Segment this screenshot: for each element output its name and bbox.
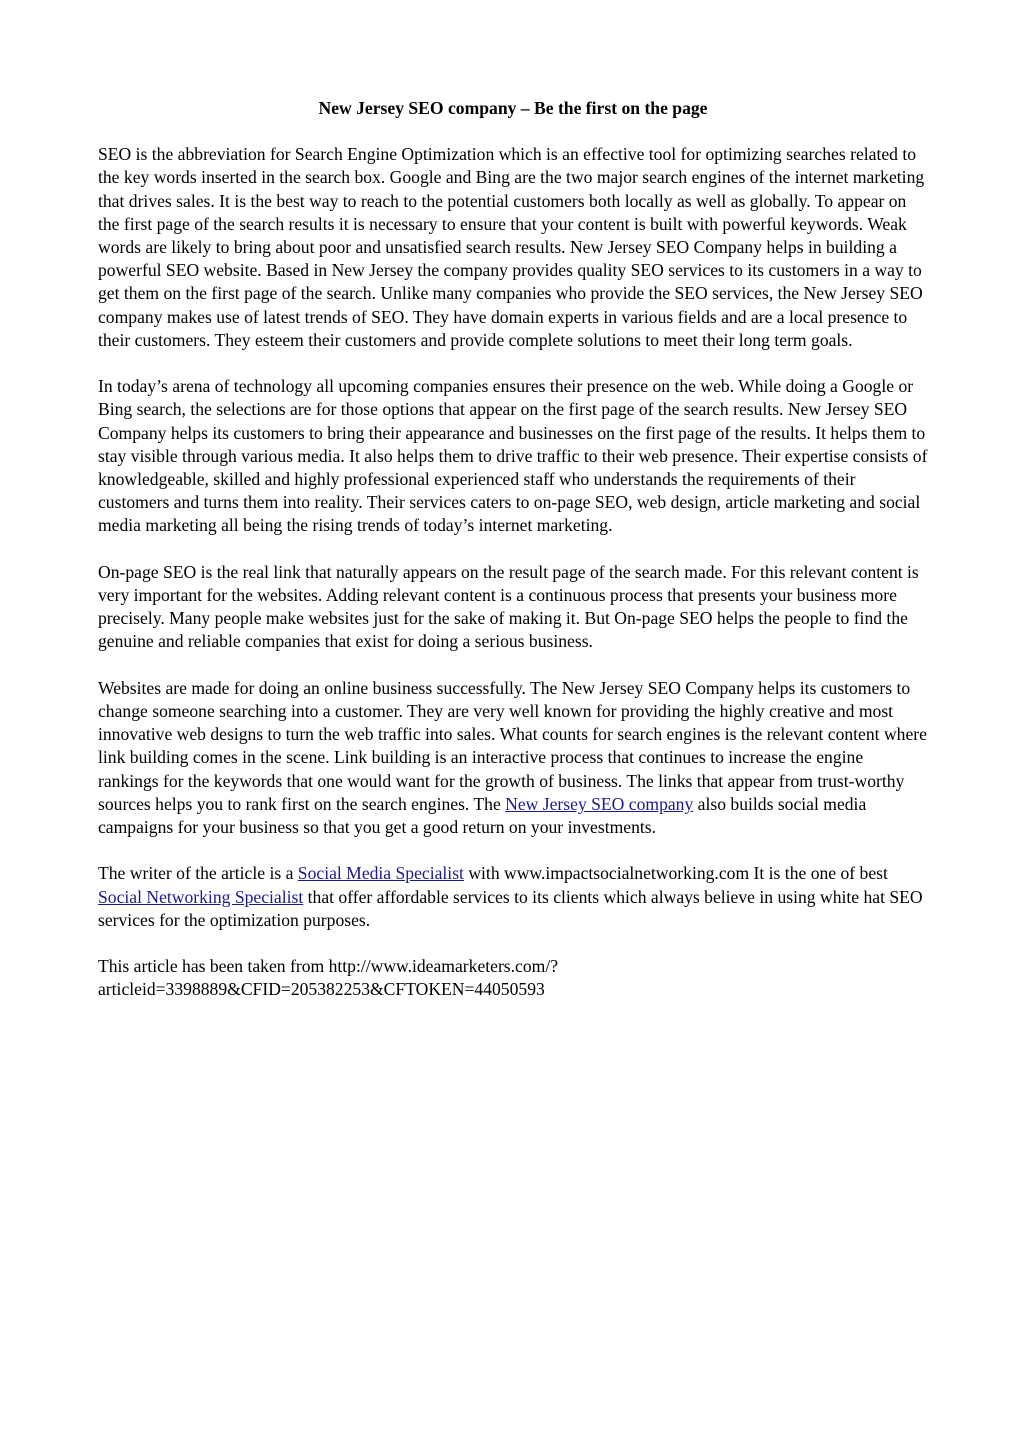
paragraph-writer xyxy=(98,862,928,932)
social-networking-specialist-link[interactable]: Social Networking Specialist xyxy=(98,886,304,907)
paragraph-text: that offer affordable services to its clients which always believe in using white hat SEO services for the optimization purposes. xyxy=(98,886,923,930)
document-title: New Jersey SEO company – Be the first on the page xyxy=(318,98,708,118)
paragraph-text: with www.impactsocialnetworking.com It is the one of best xyxy=(463,863,888,884)
paragraph-text: The writer of the article is a xyxy=(98,863,298,884)
source-line-1: This article has been taken from http://www.ideamarketers.com/? xyxy=(98,956,559,977)
paragraph-on-page-seo: On-page SEO is the real link that naturally appears on the result page of the search made. For this relevant content is very important for the websites. Adding relevant content is a continuous process that presents your business more precisely. Many people make websites just for the sake of making it. But On-page SEO helps the people to find the genuine and reliable companies that exist for doing a serious business. xyxy=(98,561,919,652)
paragraph-websites xyxy=(98,677,928,839)
paragraph-text: Websites are made for doing an online business successfully. The New Jersey SEO Company helps its customers to change someone searching into a customer. They are very well known for providing the highly creative and most innovative web designs to turn the web traffic into sales. What counts for search engines is the relevant content where link building comes in the scene. Link building is an interactive process that continues to increase the engine rankings for the keywords that one would want for the growth of business. The links that appear from trust-worthy sources helps you to rank first on the search engines. The xyxy=(98,677,927,814)
source-line-2: articleid=3398889&CFID=205382253&CFTOKEN=44050593 xyxy=(98,979,545,1000)
new-jersey-seo-company-link[interactable]: New Jersey SEO company xyxy=(505,793,694,814)
paragraph-text: also builds social media campaigns for your business so that you get a good return on your investments. xyxy=(98,793,867,838)
paragraph-todays-arena: In today’s arena of technology all upcoming companies ensures their presence on the web. While doing a Google or Bing search, the selections are for those options that appear on the first page of the search results. New Jersey SEO Company helps its customers to bring their appearance and businesses on the first page of the results. It helps them to stay visible through various media. It also helps them to drive traffic to their web presence. Their expertise consists of knowledgeable, skilled and highly professional experienced staff who understands the requirements of their customers and turns them into reality. Their services caters to on-page SEO, web design, article marketing and social media marketing all being the rising trends of today’s internet marketing. xyxy=(98,376,928,536)
document-page xyxy=(98,97,928,1025)
paragraph-seo-abbreviation: SEO is the abbreviation for Search Engine Optimization which is an effective tool for optimizing searches related to the key words inserted in the search box. Google and Bing are the two major search engines of the internet marketing that drives sales. It is the best way to reach to the potential customers both locally as well as globally. To appear on the first page of the search results it is necessary to ensure that your content is built with powerful keywords. Weak words are likely to bring about poor and unsatisfied search results. New Jersey SEO Company helps in building a powerful SEO website. Based in New Jersey the company provides quality SEO services to its customers in a way to get them on the first page of the search. Unlike many companies who provide the SEO services, the New Jersey SEO company makes use of latest trends of SEO. They have domain experts in various fields and are a local presence to their customers. They esteem their customers and provide complete solutions to meet their long term goals. xyxy=(98,144,925,350)
paragraph-source xyxy=(98,955,928,1001)
social-media-specialist-link[interactable]: Social Media Specialist xyxy=(297,863,464,884)
